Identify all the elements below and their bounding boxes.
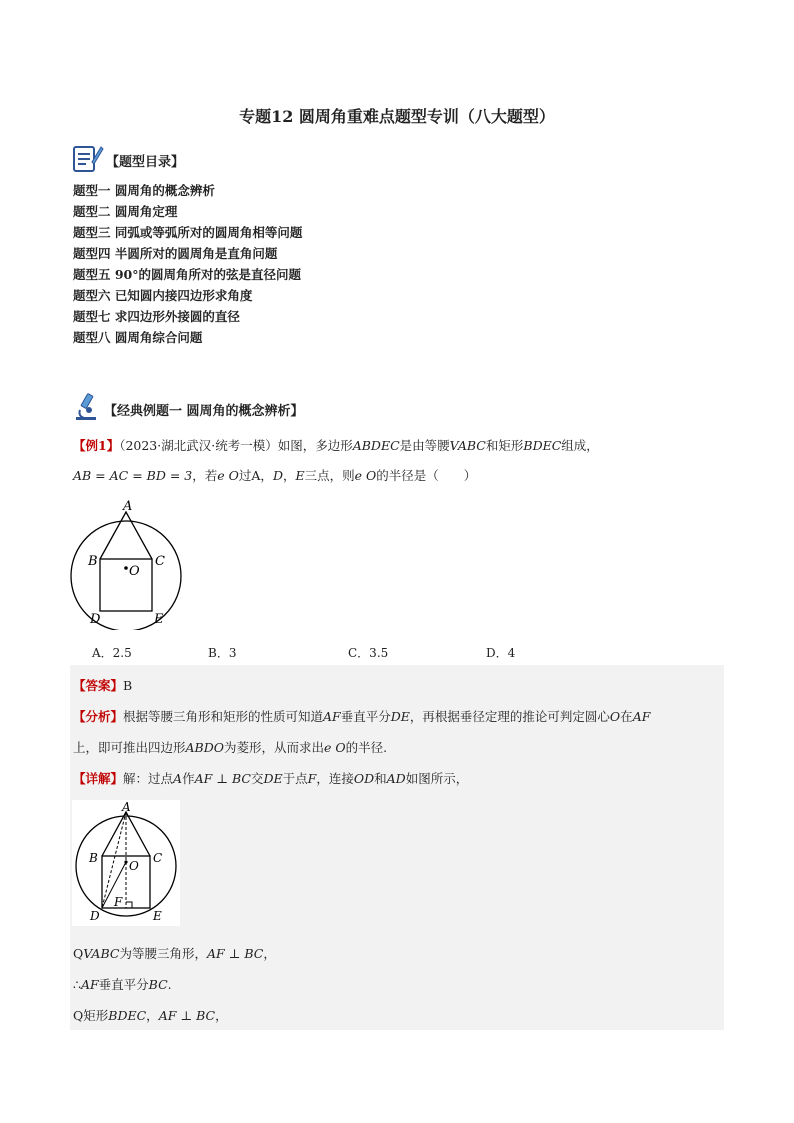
toc-item: 题型一 圆周角的概念辨析 xyxy=(73,183,215,198)
toc-list xyxy=(73,180,302,348)
notepad-pencil-icon xyxy=(72,142,104,174)
circumcircle xyxy=(71,521,181,630)
line-ad xyxy=(102,812,126,908)
label-a: A xyxy=(122,800,131,814)
label-o: O xyxy=(129,564,140,579)
geometry-figure-2 xyxy=(72,800,180,926)
microscope-icon xyxy=(72,392,102,422)
geometry-figure-1 xyxy=(68,498,188,630)
detail-line: 【详解】解：过点A作AF ⊥ BC交DE于点F，连接OD和AD如图所示， xyxy=(73,771,469,786)
toc-item: 题型二 圆周角定理 xyxy=(73,204,178,219)
label-e: E xyxy=(153,909,162,923)
page-title: 专题12 圆周角重难点题型专训（八大题型） xyxy=(239,107,555,126)
toc-item: 题型六 已知圆内接四边形求角度 xyxy=(73,288,253,303)
answer-line: 【答案】B xyxy=(73,678,133,693)
circumcircle xyxy=(76,816,176,916)
label-c: C xyxy=(155,554,165,569)
option-a[interactable]: A．2.5 xyxy=(92,646,132,660)
toc-item: 题型四 半圆所对的圆周角是直角问题 xyxy=(73,246,278,261)
analysis-line-1: 【分析】根据等腰三角形和矩形的性质可知道AF垂直平分DE，再根据垂径定理的推论可判定圆心O在AF xyxy=(73,709,651,724)
toc-item: 题型七 求四边形外接圆的直径 xyxy=(73,309,240,324)
right-angle-mark xyxy=(126,902,132,908)
question-tag: 【例1】 xyxy=(73,438,120,453)
toc-heading: 【题型目录】 xyxy=(106,155,185,170)
label-d: D xyxy=(90,909,100,923)
label-f: F xyxy=(114,895,123,909)
step-line-3: Q矩形BDEC，AF ⊥ BC， xyxy=(73,1008,228,1023)
option-c[interactable]: C．3.5 xyxy=(348,646,389,660)
toc-item: 题型五 90°的圆周角所对的弦是直径问题 xyxy=(73,267,301,282)
label-a: A xyxy=(123,499,133,514)
option-d[interactable]: D．4 xyxy=(486,646,516,660)
label-c: C xyxy=(153,851,163,865)
center-point xyxy=(124,566,128,570)
option-b[interactable]: B．3 xyxy=(208,646,237,660)
triangle-abc xyxy=(100,512,152,559)
analysis-line-2: 上，即可推出四边形ABDO为菱形，从而求出e O的半径. xyxy=(73,740,388,755)
question-line-1: 【例1】（2023·湖北武汉·统考一模）如图，多边形ABDEC是由等腰VABC和矩形BDEC组成， xyxy=(73,438,599,453)
center-point xyxy=(124,860,127,863)
label-d: D xyxy=(90,612,101,627)
label-b: B xyxy=(89,851,98,865)
step-line-1: QVABC为等腰三角形，AF ⊥ BC， xyxy=(73,946,276,961)
example-heading: 【经典例题一 圆周角的概念辨析】 xyxy=(104,404,304,419)
label-b: B xyxy=(88,554,98,569)
question-line-2: AB = AC = BD = 3，若e O过A，D，E三点，则e O的半径是（ ） xyxy=(73,468,477,483)
label-e: E xyxy=(154,612,164,627)
toc-item: 题型三 同弧或等弧所对的圆周角相等问题 xyxy=(73,225,303,240)
step-line-2: ∴AF垂直平分BC. xyxy=(73,977,172,992)
toc-item: 题型八 圆周角综合问题 xyxy=(73,330,203,345)
label-o: O xyxy=(129,859,139,873)
